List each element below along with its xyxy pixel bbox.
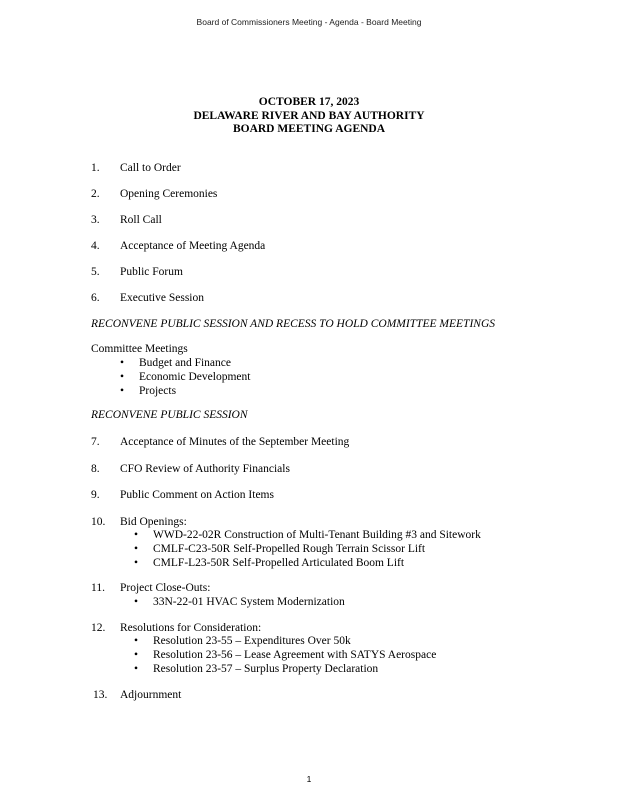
item-label: Resolutions for Consideration: [120, 622, 262, 634]
list-item: • Resolution 23-55 – Expenditures Over 50k [131, 634, 436, 648]
item-number: 4. [91, 240, 100, 252]
bid-openings-list [131, 528, 481, 570]
item-number: 3. [91, 214, 100, 226]
list-item: • Economic Development [117, 370, 250, 384]
item-number: 6. [91, 292, 100, 304]
item-label: Acceptance of Meeting Agenda [120, 240, 266, 252]
list-item: • WWD-22-02R Construction of Multi-Tenant Building #3 and Sitework [131, 528, 481, 542]
item-number: 12. [91, 622, 106, 634]
item-label: Roll Call [120, 214, 162, 226]
item-number: 8. [91, 463, 100, 475]
agenda-title [0, 96, 618, 137]
reconvene-recess-heading: RECONVENE PUBLIC SESSION AND RECESS TO HOLD COMMITTEE MEETINGS [91, 318, 495, 330]
item-label: Public Comment on Action Items [120, 489, 274, 501]
item-label: Public Forum [120, 266, 183, 278]
list-item: • Resolution 23-56 – Lease Agreement with SATYS Aerospace [131, 648, 436, 662]
item-number: 1. [91, 162, 100, 174]
title-document: BOARD MEETING AGENDA [232, 123, 386, 135]
list-item: • Budget and Finance [117, 356, 250, 370]
list-item: • 33N-22-01 HVAC System Modernization [131, 595, 345, 609]
page-number: 1 [306, 774, 312, 784]
list-item: • Resolution 23-57 – Surplus Property Declaration [131, 662, 436, 676]
reconvene-heading: RECONVENE PUBLIC SESSION [91, 409, 248, 421]
item-label: Call to Order [120, 162, 181, 174]
item-label: CFO Review of Authority Financials [120, 463, 290, 475]
committee-list [117, 356, 250, 398]
item-number: 13. [93, 689, 108, 701]
item-number: 5. [91, 266, 100, 278]
title-organization: DELAWARE RIVER AND BAY AUTHORITY [193, 109, 425, 122]
item-label: Opening Ceremonies [120, 188, 218, 200]
committee-meetings-heading: Committee Meetings [91, 343, 188, 355]
item-label: Acceptance of Minutes of the September Meeting [120, 436, 350, 448]
item-number: 2. [91, 188, 100, 200]
item-number: 7. [91, 436, 100, 448]
item-number: 9. [91, 489, 100, 501]
item-label: Bid Openings: [120, 516, 187, 528]
title-date: OCTOBER 17, 2023 [258, 96, 360, 108]
item-number: 10. [91, 516, 106, 528]
running-header: Board of Commissioners Meeting - Agenda - Board Meeting [196, 17, 422, 27]
item-label: Adjournment [120, 689, 182, 701]
item-number: 11. [91, 582, 105, 594]
resolutions-list [131, 634, 436, 676]
item-label: Project Close-Outs: [120, 582, 211, 594]
item-label: Executive Session [120, 292, 204, 304]
list-item: • Projects [117, 384, 250, 398]
list-item: • CMLF-C23-50R Self-Propelled Rough Terrain Scissor Lift [131, 542, 481, 556]
list-item: • CMLF-L23-50R Self-Propelled Articulated Boom Lift [131, 556, 481, 570]
close-outs-list [131, 595, 345, 609]
